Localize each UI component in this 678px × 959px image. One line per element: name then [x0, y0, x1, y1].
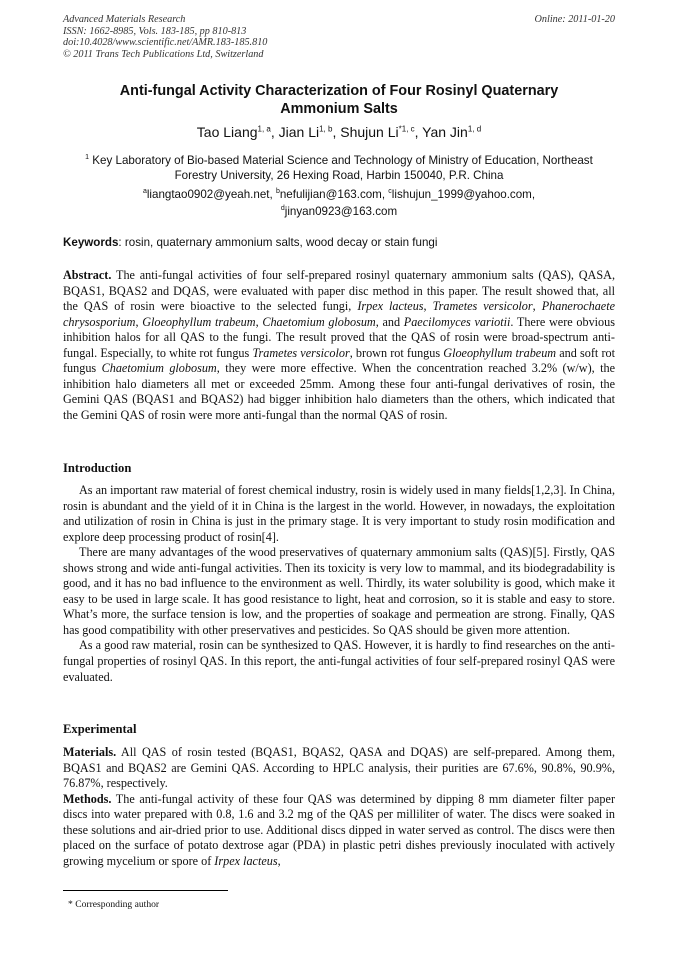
fungus-name: Phanerochaete chrysosporium [63, 299, 616, 329]
fungus-name: Trametes versicolor [252, 345, 350, 360]
methods-paragraph [63, 792, 615, 870]
materials-label: Materials. [63, 745, 117, 759]
abstract-text: . There were obvious inhibition halos for all QAS to the fungi. The result proved that the QAS of rosin were broad-spectrum anti-fungal. Especially, to white rot fungus [63, 314, 615, 360]
keywords [63, 236, 615, 249]
author-affil-mark: 1, d [467, 124, 482, 134]
affiliation-mark: 1 [85, 154, 90, 161]
journal-header [63, 14, 615, 60]
abstract-text: , and [375, 314, 404, 329]
title-line-1: Anti-fungal Activity Characterization of Four Rosinyl Quaternary [119, 83, 559, 99]
affiliation-line-2: Forestry University, 26 Hexing Road, Harbin 150040, P.R. China [174, 168, 504, 182]
keywords-text: rosin, quaternary ammonium salts, wood decay or stain fungi [124, 236, 438, 249]
fungus-name: Chaetomium globosum [101, 361, 217, 376]
abstract [63, 268, 615, 423]
experimental-body [63, 745, 615, 869]
paper-title [60, 82, 618, 118]
abstract-text: , brown rot fungus [349, 345, 444, 360]
fungus-name: Chaetomium globosum [262, 314, 376, 329]
fungus-name: Irpex lacteus [214, 853, 278, 868]
email-a: liangtao0902@yeah.net, [146, 187, 276, 201]
paragraph: As an important raw material of forest chemical industry, rosin is widely used in many fields[1,2,3]. In China, rosin is abundant and the yield of it in China is the largest in the world. However, in nowadays, the exploitation and utilization of rosin in China is just in the primary stage. It is very important to study rosin modification and explore deep processing product of rosin[4]. [63, 483, 616, 544]
abstract-text: , [532, 299, 542, 314]
methods-label: Methods. [63, 791, 112, 806]
doi-line: doi:10.4028/www.scientific.net/AMR.183-185.810 [63, 37, 268, 49]
section-heading-introduction: Introduction [63, 461, 132, 475]
keywords-sep: : [118, 236, 122, 249]
author-affil-mark: *1, c [398, 124, 415, 134]
abstract-text: , [255, 314, 263, 329]
affiliation-line-1: Key Laboratory of Bio-based Material Science and Technology of Ministry of Education, Northeast [92, 153, 593, 167]
fungus-name: Gloeophyllum trabeum [443, 345, 557, 360]
materials-paragraph [63, 745, 615, 792]
abstract-label: Abstract. [63, 268, 112, 282]
fungus-name: Paecilomyces variotii [403, 314, 511, 329]
methods-text: , [277, 853, 281, 868]
email-mark: c [388, 188, 392, 195]
author-separator: , [414, 124, 423, 140]
keywords-label: Keywords [63, 236, 119, 249]
email-mark: b [275, 188, 280, 195]
section-heading-experimental: Experimental [63, 722, 137, 736]
author-affil-mark: 1, a [257, 124, 271, 134]
materials-text: All QAS of rosin tested (BQAS1, BQAS2, QASA and DQAS) are self-prepared. Among them, BQAS1 and BQAS2 are Gemini QAS. According to HPLC analysis, their purities are 67.6%, 90.8%, 90.9%, 76.87%, respectively. [63, 745, 615, 791]
issn-line: ISSN: 1662-8985, Vols. 183-185, pp 810-813 [63, 25, 247, 37]
fungus-name: Gloeophyllum trabeum [142, 314, 256, 329]
email-c: lishujun_1999@yahoo.com, [391, 187, 536, 201]
methods-text: The anti-fungal activity of these four QAS was determined by dipping 8 mm diameter filter paper discs into water prepared with 0.8, 1.6 and 3.2 mg of the QAS per milliliter of water. The discs were soaked in these solutions and air-dried prior to use. Additional discs dipped in water served as control. The discs were then placed on the surface of potato dextrose agar (PDA) in plastic petri dishes previously inoculated with actively growing mycelium or spore of [63, 791, 615, 868]
copyright-line: © 2011 Trans Tech Publications Ltd, Switzerland [63, 48, 264, 60]
email-mark: d [280, 204, 285, 212]
title-line-2: Ammonium Salts [280, 101, 398, 117]
fungus-name: Irpex lacteus [357, 299, 424, 314]
author-separator: , [332, 124, 341, 140]
introduction-body [63, 483, 615, 685]
affiliation [63, 150, 615, 183]
abstract-text: and soft rot fungus [63, 345, 616, 376]
email-b: nefulijian@163.com, [279, 187, 389, 201]
author-name: Shujun Li [340, 124, 399, 140]
abstract-text: , they were more effective. When the concentration reached 3.2% (w/w), the inhibition halo diameters all met or exceeded 25mm. Among these four anti-fungal derivatives of rosin, the Gemini QAS (BQAS1 and BQAS2) had bigger inhibition halo diameters than the others, which indicated that the Gemini QAS of rosin were more anti-fungal than the normal QAS of rosin. [63, 361, 616, 422]
footnote-divider [63, 890, 228, 891]
author-affil-mark: 1, b [319, 124, 333, 134]
author-name: Yan Jin [422, 124, 468, 140]
author-list [60, 124, 618, 140]
footnote: * Corresponding author [68, 899, 160, 910]
paragraph: There are many advantages of the wood preservatives of quaternary ammonium salts (QAS)[5]. Firstly, QAS shows strong and wide anti-fungal activities. Then its toxicity is very low to mammal, and its biodegradability is good, and it has no bad influence to the environment as well. Thirdly, its water solubility is good, which make it easy to be used in large scale. It has good resistance to light, heat and corrosion, so it is stable and easy to store. What’s more, the surface tension is low, and the properties of soakage and permeation are strong. Finally, QAS has good compatibility with other preservatives and pesticides. So QAS should be given more attention. [63, 545, 615, 637]
email-d: jinyan0923@163.com [284, 204, 398, 218]
abstract-text: , [135, 314, 143, 329]
abstract-text: , [423, 299, 433, 314]
fungus-name: Trametes versicolor [432, 299, 533, 314]
email-mark: a [142, 188, 147, 195]
journal-name: Advanced Materials Research [63, 14, 186, 25]
abstract-text: The anti-fungal activities of four self-prepared rosinyl quaternary ammonium salts (QAS), QASA, BQAS1, BQAS2 and DQAS, were evaluated with paper disc method in this paper. The result showed that, all the QAS of rosin were bioactive to the selected fungi, [63, 268, 615, 314]
author-emails [63, 185, 615, 219]
online-date: Online: 2011-01-20 [534, 14, 615, 25]
author-separator: , [270, 124, 279, 140]
paragraph: As a good raw material, rosin can be synthesized to QAS. However, it is hardly to find researches on the anti-fungal properties of rosinyl QAS. In this report, the anti-fungal activities of four self-prepared rosinyl QAS were evaluated. [63, 638, 615, 684]
author-name: Jian Li [278, 124, 320, 140]
author-name: Tao Liang [196, 124, 258, 140]
